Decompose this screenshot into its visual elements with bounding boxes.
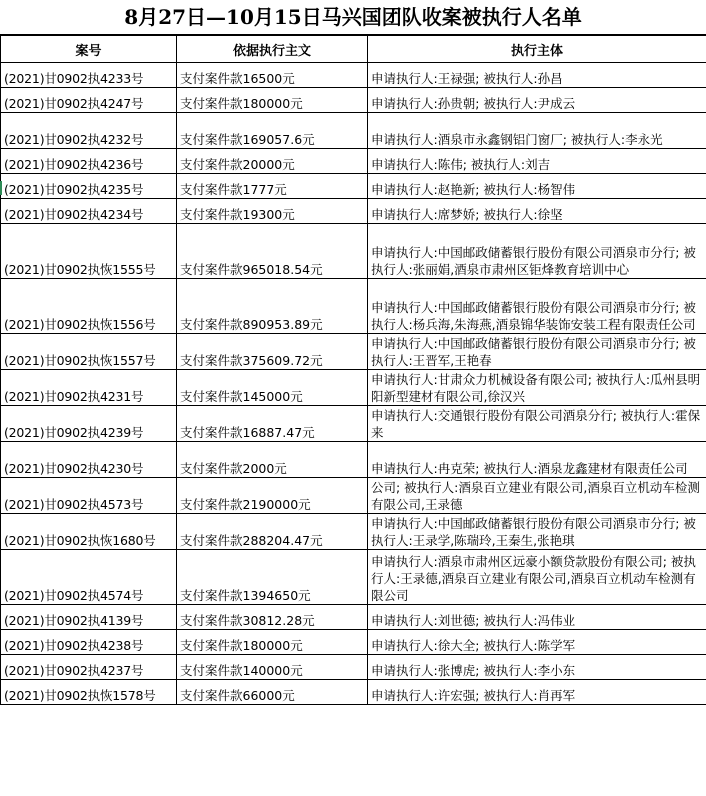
case-number-cell[interactable]: (2021)甘0902执4247号 xyxy=(1,88,177,113)
execution-basis-cell[interactable]: 支付案件款140000元 xyxy=(177,655,368,680)
execution-basis-cell[interactable]: 支付案件款890953.89元 xyxy=(177,279,368,334)
execution-party-cell[interactable]: 申请执行人:中国邮政储蓄银行股份有限公司酒泉市分行; 被执行人:王晋军,王艳春 xyxy=(368,334,706,370)
case-number-cell[interactable]: (2021)甘0902执4233号 xyxy=(1,63,177,88)
execution-basis-cell[interactable]: 支付案件款145000元 xyxy=(177,370,368,406)
execution-party-cell[interactable]: 申请执行人:中国邮政储蓄银行股份有限公司酒泉市分行; 被执行人:杨兵海,朱海燕,酒泉锦华装饰安装工程有限责任公司 xyxy=(368,279,706,334)
table-row xyxy=(1,478,706,514)
case-number-cell[interactable]: (2021)甘0902执恢1557号 xyxy=(1,334,177,370)
table-row xyxy=(1,442,706,478)
execution-basis-cell[interactable]: 支付案件款965018.54元 xyxy=(177,224,368,279)
table-row xyxy=(1,680,706,705)
execution-basis-cell[interactable]: 支付案件款16887.47元 xyxy=(177,406,368,442)
execution-basis-cell[interactable]: 支付案件款180000元 xyxy=(177,630,368,655)
execution-basis-cell[interactable]: 支付案件款1777元 xyxy=(177,174,368,199)
execution-party-cell[interactable]: 申请执行人:陈伟; 被执行人:刘吉 xyxy=(368,149,706,174)
execution-party-cell[interactable]: 申请执行人:交通银行股份有限公司酒泉分行; 被执行人:霍保来 xyxy=(368,406,706,442)
execution-party-cell[interactable]: 申请执行人:徐大全; 被执行人:陈学军 xyxy=(368,630,706,655)
header-row xyxy=(1,36,706,63)
execution-basis-cell[interactable]: 支付案件款375609.72元 xyxy=(177,334,368,370)
table-row xyxy=(1,113,706,149)
sheet-title: 8月27日—10月15日马兴国团队收案被执行人名单 xyxy=(0,0,706,35)
table-row xyxy=(1,406,706,442)
execution-basis-cell[interactable]: 支付案件款169057.6元 xyxy=(177,113,368,149)
case-number-cell[interactable]: (2021)甘0902执4236号 xyxy=(1,149,177,174)
table-row xyxy=(1,63,706,88)
table-row xyxy=(1,550,706,605)
execution-basis-cell[interactable]: 支付案件款2000元 xyxy=(177,442,368,478)
table-row xyxy=(1,514,706,550)
execution-party-cell[interactable]: 申请执行人:张博虎; 被执行人:李小东 xyxy=(368,655,706,680)
table-row xyxy=(1,370,706,406)
case-number-cell[interactable]: (2021)甘0902执恢1680号 xyxy=(1,514,177,550)
table-row xyxy=(1,605,706,630)
execution-basis-cell[interactable]: 支付案件款30812.28元 xyxy=(177,605,368,630)
case-number-cell[interactable]: (2021)甘0902执4234号 xyxy=(1,199,177,224)
execution-party-cell[interactable]: 申请执行人:酒泉市永鑫钢铝门窗厂; 被执行人:李永光 xyxy=(368,113,706,149)
case-number-cell[interactable]: (2021)甘0902执4238号 xyxy=(1,630,177,655)
table-row xyxy=(1,279,706,334)
execution-party-cell[interactable]: 申请执行人:赵艳新; 被执行人:杨智伟 xyxy=(368,174,706,199)
case-number-cell[interactable]: (2021)甘0902执4232号 xyxy=(1,113,177,149)
execution-party-cell[interactable]: 公司; 被执行人:酒泉百立建业有限公司,酒泉百立机动车检测有限公司,王录德 xyxy=(368,478,706,514)
case-number-cell[interactable]: (2021)甘0902执4239号 xyxy=(1,406,177,442)
execution-basis-cell[interactable]: 支付案件款1394650元 xyxy=(177,550,368,605)
execution-basis-cell[interactable]: 支付案件款66000元 xyxy=(177,680,368,705)
execution-party-cell[interactable]: 申请执行人:席梦娇; 被执行人:徐坚 xyxy=(368,199,706,224)
execution-party-cell[interactable]: 申请执行人:刘世德; 被执行人:冯伟业 xyxy=(368,605,706,630)
execution-basis-cell[interactable]: 支付案件款19300元 xyxy=(177,199,368,224)
case-number-cell[interactable]: (2021)甘0902执4139号 xyxy=(1,605,177,630)
execution-party-cell[interactable]: 申请执行人:冉克荣; 被执行人:酒泉龙鑫建材有限责任公司 xyxy=(368,442,706,478)
table-row xyxy=(1,655,706,680)
table-row xyxy=(1,174,706,199)
header-execution-party: 执行主体 xyxy=(368,36,706,63)
case-number-cell[interactable]: (2021)甘0902执恢1578号 xyxy=(1,680,177,705)
table-row xyxy=(1,88,706,113)
execution-party-cell[interactable]: 申请执行人:甘肃众力机械设备有限公司; 被执行人:瓜州县明阳新型建材有限公司,徐汉兴 xyxy=(368,370,706,406)
execution-basis-cell[interactable]: 支付案件款180000元 xyxy=(177,88,368,113)
case-number-cell[interactable]: (2021)甘0902执4574号 xyxy=(1,550,177,605)
case-number-cell[interactable]: (2021)甘0902执4235号 xyxy=(1,174,177,199)
execution-basis-cell[interactable]: 支付案件款20000元 xyxy=(177,149,368,174)
execution-party-cell[interactable]: 申请执行人:王禄强; 被执行人:孙昌 xyxy=(368,63,706,88)
execution-basis-cell[interactable]: 支付案件款288204.47元 xyxy=(177,514,368,550)
case-number-cell[interactable]: (2021)甘0902执4231号 xyxy=(1,370,177,406)
case-number-cell[interactable]: (2021)甘0902执4230号 xyxy=(1,442,177,478)
row-marker xyxy=(0,181,2,195)
case-number-cell[interactable]: (2021)甘0902执4573号 xyxy=(1,478,177,514)
execution-party-cell[interactable]: 申请执行人:中国邮政储蓄银行股份有限公司酒泉市分行; 被执行人:王录学,陈瑞玲,王秦生,张艳琪 xyxy=(368,514,706,550)
execution-party-cell[interactable]: 申请执行人:孙贵朝; 被执行人:尹成云 xyxy=(368,88,706,113)
case-table xyxy=(0,35,706,705)
table-row xyxy=(1,199,706,224)
case-number-cell[interactable]: (2021)甘0902执恢1556号 xyxy=(1,279,177,334)
header-execution-basis: 依据执行主文 xyxy=(177,36,368,63)
table-row xyxy=(1,630,706,655)
header-case-number: 案号 xyxy=(1,36,177,63)
execution-party-cell[interactable]: 申请执行人:中国邮政储蓄银行股份有限公司酒泉市分行; 被执行人:张丽娟,酒泉市肃州区钜烽教育培训中心 xyxy=(368,224,706,279)
case-number-cell[interactable]: (2021)甘0902执4237号 xyxy=(1,655,177,680)
execution-party-cell[interactable]: 申请执行人:酒泉市肃州区远豪小额贷款股份有限公司; 被执行人:王录德,酒泉百立建业有限公司,酒泉百立机动车检测有限公司 xyxy=(368,550,706,605)
table-row xyxy=(1,224,706,279)
table-row xyxy=(1,334,706,370)
execution-basis-cell[interactable]: 支付案件款2190000元 xyxy=(177,478,368,514)
execution-basis-cell[interactable]: 支付案件款16500元 xyxy=(177,63,368,88)
table-row xyxy=(1,149,706,174)
case-number-cell[interactable]: (2021)甘0902执恢1555号 xyxy=(1,224,177,279)
execution-party-cell[interactable]: 申请执行人:许宏强; 被执行人:肖再军 xyxy=(368,680,706,705)
